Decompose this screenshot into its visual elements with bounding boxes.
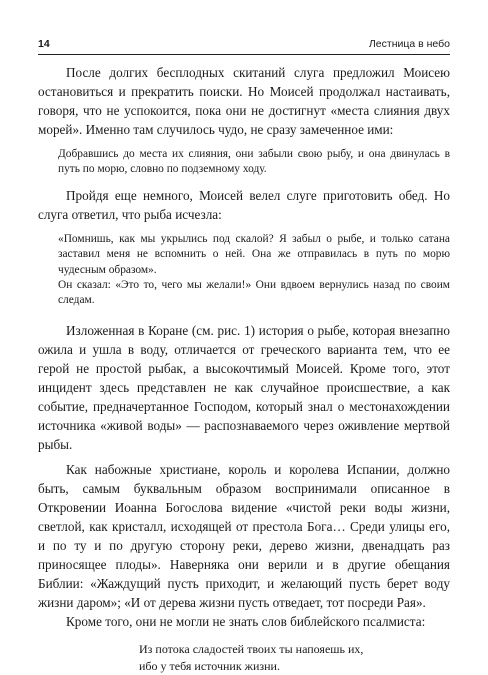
quote-3: Он сказал: «Это то, чего мы желали!» Они вдвоем вернулись назад по своим следам. (58, 279, 450, 307)
paragraph-3: Изложенная в Коране (см. рис. 1) история о рыбе, которая внезапно ожила и ушла в воду, отличается от греческого варианта тем, что ее герой не простой рыбак, а высокочтимый Моисей. Кроме того, этот инцидент здесь представлен не как случайное происшествие, а как событие, предначертанное Господом, который знал о местонахождении источника «живой воды» — распознаваемого через оживление мертвой рыбы. (38, 322, 450, 452)
paragraph-4: Как набожные христиане, король и королева Испании, должно быть, самым буквальным образом воспринимали описанное в Откровении Иоанна Богослова видение «чистой реки воды жизни, светлой, как кристалл, исходящей от престола Бога… Среди улицы его, и по ту и по другую сторону реки, дерево жизни, двенадцать раз приносящее плоды». Наверняка они верили и в другие обещания Библии: «Жаждущий пусть приходит, и желающий пусть берет воду жизни даром»; «И от дерева жизни пусть отведает, тот посреди Рая». (38, 461, 450, 610)
running-title: Лестница в небо (368, 38, 450, 50)
quote-1: Добравшись до места их слияния, они забыли свою рыбу, и она двинулась в путь по морю, словно по подземному ходу. (58, 148, 450, 176)
page-number: 14 (38, 38, 50, 50)
quote-2: «Помнишь, как мы укрылись под скалой? Я забыл о рыбе, и только сатана заставил меня не вспомнить о ней. Она же отправилась в путь по морю чудесным образом». (58, 232, 450, 276)
verse-line-1: Из потока сладостей твоих ты напояешь их, (139, 641, 364, 656)
verse-line-2: ибо у тебя источник жизни. (139, 658, 280, 673)
paragraph-2: Пройдя еще немного, Моисей велел слуге приготовить обед. Но слуга ответил, что рыба исчезла: (38, 187, 450, 222)
page-body (38, 63, 450, 675)
psalm-verse (38, 641, 450, 675)
paragraph-1: После долгих бесплодных скитаний слуга предложил Моисею остановиться и прекратить поиски. Но Моисей продолжал настаивать, говоря, что не успокоится, пока они не достигнут «места слияния двух морей». Именно там случилось чудо, не сразу замеченное ими: (38, 65, 450, 137)
page-header (38, 36, 450, 55)
paragraph-5: Кроме того, они не могли не знать слов библейского псалмиста: (66, 613, 426, 629)
